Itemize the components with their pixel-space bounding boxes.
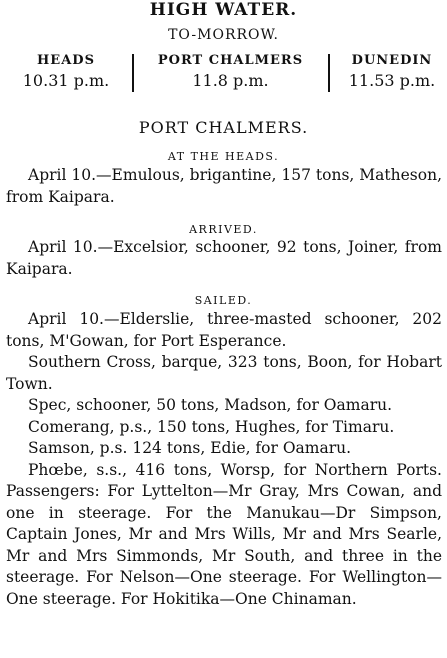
entry-text: Samson, p.s. 124 tons, Edie, for Oamaru. <box>28 439 352 457</box>
shipping-entry <box>6 237 442 280</box>
entry-text: Southern Cross, barque, 323 tons, Boon, for Hobart Town. <box>6 353 442 393</box>
entry-text: Phœbe, s.s., 416 tons, Worsp, for Northern Ports. Passengers: For Lyttelton—Mr Gray, Mrs Cowan, and one in steerage. For the Manukau—Dr Simpson, Captain Jones, Mr and Mrs Wills, Mr and Mrs Searle, Mr and Mrs Simmonds, Mr South, and three in the steerage. For Nelson—One steerage. For Wellington—One steerage. For Hokitika—One Chinaman. <box>6 460 442 608</box>
sailed-entries <box>6 309 442 610</box>
arrived-label: ARRIVED. <box>189 223 258 236</box>
tide-time-dunedin: 11.53 p.m. <box>348 71 436 90</box>
entry-text: April 10.—Emulous, brigantine, 157 tons, Matheson, from Kaipara. <box>6 166 442 206</box>
sailed-label: SAILED. <box>194 294 253 307</box>
shipping-entry <box>6 165 442 208</box>
tide-table <box>0 52 447 102</box>
column-divider <box>132 54 134 92</box>
at-the-heads-label: AT THE HEADS. <box>167 150 280 163</box>
port-chalmers-title: PORT CHALMERS. <box>138 118 309 137</box>
tide-heads <box>12 52 120 92</box>
tide-place-port-chalmers: PORT CHALMERS <box>157 53 304 68</box>
tide-place-dunedin: DUNEDIN <box>351 53 433 68</box>
entry-text: Spec, schooner, 50 tons, Madson, for Oamaru. <box>28 396 393 414</box>
entry-text: April 10.—Excelsior, schooner, 92 tons, Joiner, from Kaipara. <box>6 238 442 278</box>
tide-dunedin <box>338 52 446 92</box>
entry-text: Comerang, p.s., 150 tons, Hughes, for Timaru. <box>28 417 395 436</box>
tide-port-chalmers <box>138 52 323 92</box>
high-water-heading: HIGH WATER. <box>149 0 298 20</box>
column-divider <box>328 54 330 92</box>
entry-text: April 10.—Elderslie, three-masted schooner, 202 tons, M'Gowan, for Port Esperance. <box>6 310 442 350</box>
tomorrow-subheading: TO-MORROW. <box>168 27 279 43</box>
tide-place-heads: HEADS <box>37 53 95 68</box>
tide-time-heads: 10.31 p.m. <box>22 71 110 90</box>
tide-time-port-chalmers: 11.8 p.m. <box>192 71 269 90</box>
